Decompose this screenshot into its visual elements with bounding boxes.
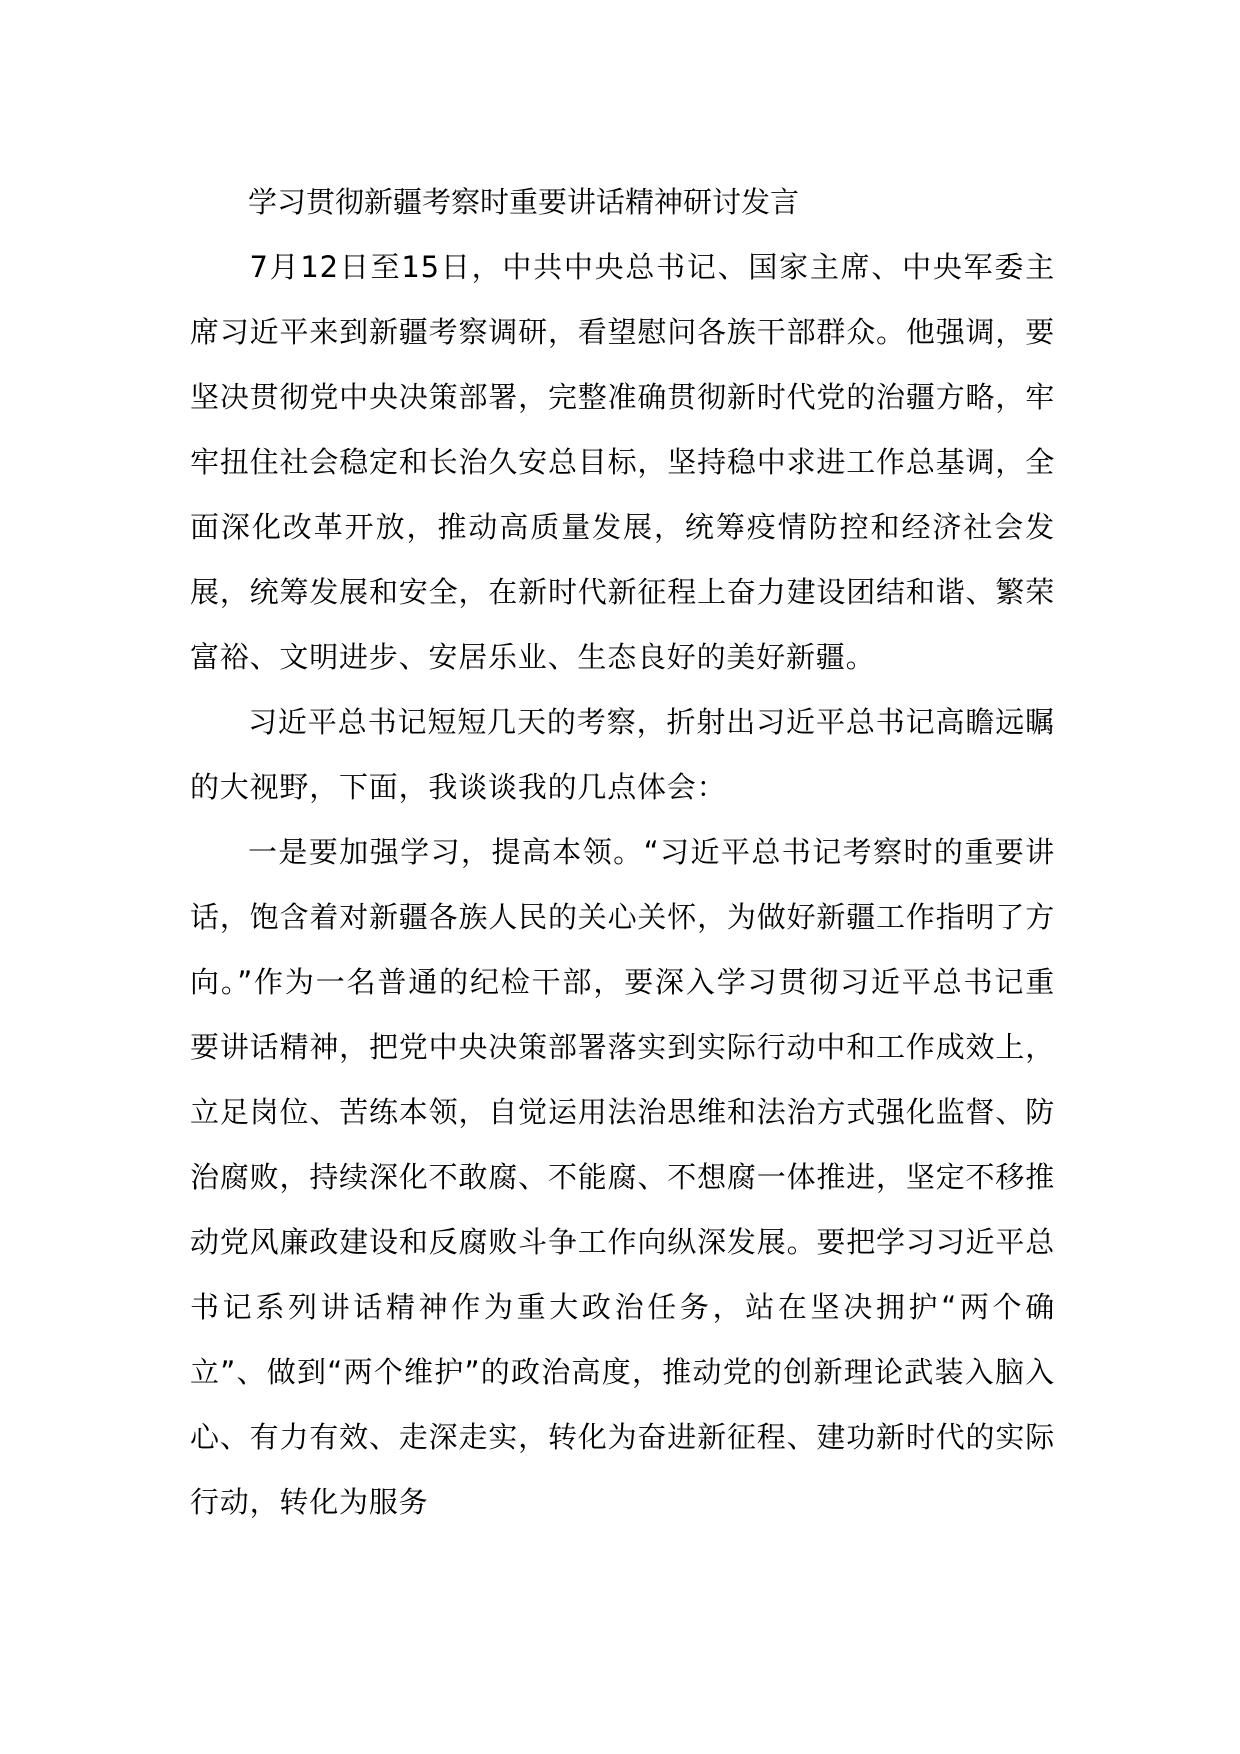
paragraph-intro: 7月12日至15日，中共中央总书记、国家主席、中央军委主席习近平来到新疆考察调研，看望慰问各族干部群众。他强调，要坚决贯彻党中央决策部署，完整准确贯彻新时代党的治疆方略，牢牢扭住社会稳定和长治久安总目标，坚持稳中求进工作总基调，全面深化改革开放，推动高质量发展，统筹疫情防控和经济社会发展，统筹发展和安全，在新时代新征程上奋力建设团结和谐、繁荣富裕、文明进步、安居乐业、生态良好的美好新疆。: [190, 250, 1055, 674]
document-title: 学习贯彻新疆考察时重要讲话精神研讨发言: [248, 185, 800, 219]
paragraph-point-one: 一是要加强学习，提高本领。“习近平总书记考察时的重要讲话，饱含着对新疆各族人民的关心关怀，为做好新疆工作指明了方向。”作为一名普通的纪检干部，要深入学习贯彻习近平总书记重要讲话精神，把党中央决策部署落实到实际行动中和工作成效上，立足岗位、苦练本领，自觉运用法治思维和法治方式强化监督、防治腐败，持续深化不敢腐、不能腐、不想腐一体推进，坚定不移推动党风廉政建设和反腐败斗争工作向纵深发展。要把学习习近平总书记系列讲话精神作为重大政治任务，站在坚决拥护“两个确立”、做到“两个维护”的政治高度，推动党的创新理论武装入脑入心、有力有效、走深走实，转化为奋进新征程、建功新时代的实际行动，转化为服务: [190, 835, 1055, 1519]
document-body: [190, 170, 1055, 1535]
paragraph-summary: 习近平总书记短短几天的考察，折射出习近平总书记高瞻远瞩的大视野，下面，我谈谈我的几点体会：: [190, 705, 1055, 804]
